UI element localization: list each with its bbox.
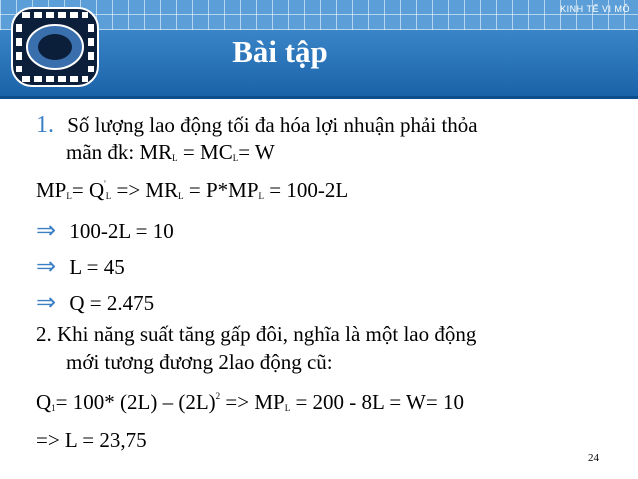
implies-arrow-icon: ⇒ — [36, 254, 57, 280]
step-3: ⇒ Q = 2.475 — [36, 290, 155, 316]
item1-number: 1. — [36, 112, 54, 138]
result-line: => L = 23,75 — [36, 428, 147, 452]
item1-line2: mãn đk: $MR_L = MC_L= W$ — [66, 140, 275, 164]
title-divider — [0, 96, 638, 99]
item1-line1: 1. Số lượng lao động tối đa hóa lợi nhuận phải thỏa — [36, 112, 478, 138]
page-number: 24 — [588, 452, 599, 464]
step-1: ⇒ 100-2L = 10 — [36, 218, 174, 244]
brand-text: KINH TẾ VI MÔ — [560, 4, 630, 14]
item2-line1: 2. Khi năng suất tăng gấp đôi, nghĩa là một lao động — [36, 322, 477, 346]
slide-title: Bài tập — [232, 34, 328, 69]
title-bar — [0, 0, 638, 96]
implies-arrow-icon: ⇒ — [36, 290, 57, 316]
item2-line2: mới tương đương 2lao động cũ: — [66, 350, 333, 374]
mp-equation: $MP_L= Q'_L => MR_L = P*MP_L = 100-2L$ — [36, 178, 349, 202]
implies-arrow-icon: ⇒ — [36, 218, 57, 244]
q-equation: $Q_1= 100*$ $(2L) - (2L)^2 => MP_L = 200 - 8L = W= 10$ — [36, 390, 464, 414]
step-2: ⇒ L = 45 — [36, 254, 125, 280]
